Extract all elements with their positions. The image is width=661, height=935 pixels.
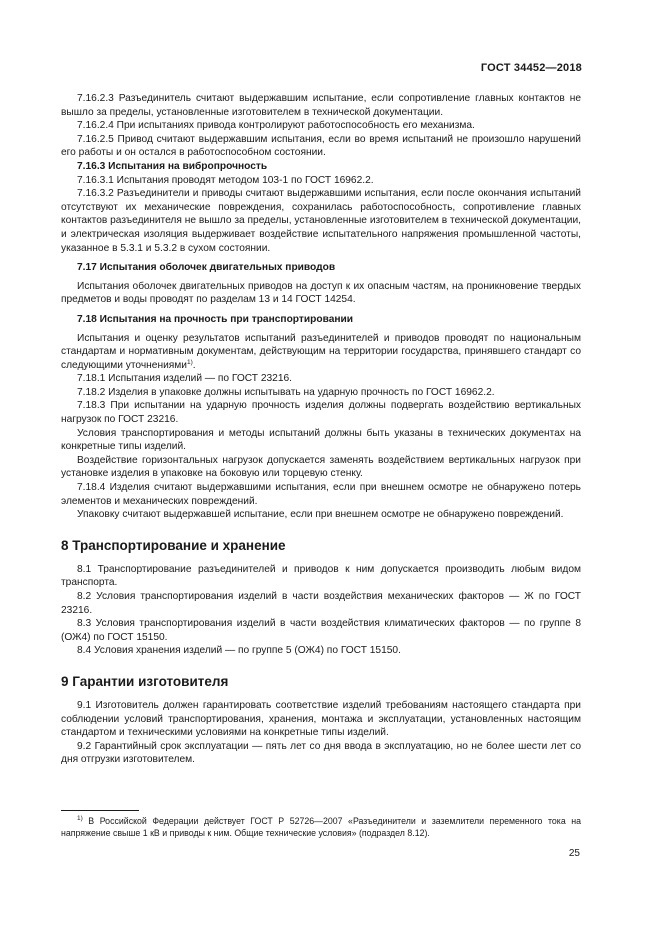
page-number: 25	[568, 848, 580, 859]
paragraph-8-2: 8.2 Условия транспортирования изделий в части воздействия механических факторов — Ж по ГОСТ 23216.	[61, 591, 581, 616]
section-heading-9: 9 Гарантии изготовителя	[61, 673, 229, 689]
document-header: ГОСТ 34452—2018	[480, 62, 582, 74]
paragraph-7-18-2: 7.18.2 Изделия в упаковке должны испытывать на ударную прочность по ГОСТ 16962.2.	[77, 386, 495, 398]
paragraph-8-4: 8.4 Условия хранения изделий — по группе 5 (ОЖ4) по ГОСТ 15150.	[77, 645, 401, 657]
paragraph-9-2: 9.2 Гарантийный срок эксплуатации — пять лет со дня ввода в эксплуатацию, но не более шести лет со дня отгрузки изготовителем.	[61, 740, 581, 766]
section-title-7-18: 7.18 Испытания на прочность при транспортировании	[77, 313, 354, 325]
paragraph-7-18-3-conditions: Условия транспортирования и методы испытаний должны быть указаны в технических документах на конкретные типы изделий.	[61, 427, 581, 453]
paragraph-7-18-3: 7.18.3 При испытании на ударную прочность изделия должны подвергать воздействию вертикальных нагрузок по ГОСТ 23216.	[61, 400, 581, 426]
paragraph-7-18-end: .	[192, 359, 196, 371]
paragraph-7-18-1: 7.18.1 Испытания изделий — по ГОСТ 23216.	[77, 373, 292, 385]
paragraph-7-18-text: Испытания и оценку результатов испытаний разъединителей и приводов проводят по национальным стандартам и нормативным документам, действующим на территории государства, принявшего стандарт со следующими уточнениями	[61, 332, 581, 371]
footnote-text	[61, 815, 581, 839]
paragraph-9-1: 9.1 Изготовитель должен гарантировать соответствие изделий требованиям настоящего стандарта при соблюдении условий транспортирования, хранения, монтажа и эксплуатации, установленных настоящим стандартом и техническими условиями на конкретные типы изделий.	[61, 699, 581, 739]
document-body	[61, 92, 581, 767]
footnote-separator	[61, 810, 139, 811]
paragraph-8-3: 8.3 Условия транспортирования изделий в части воздействия климатических факторов — по группе 8 (ОЖ4) по ГОСТ 15150.	[61, 618, 581, 643]
paragraph-7-16-2-5: 7.16.2.5 Привод считают выдержавшим испытания, если во время испытаний не произошло нарушений его работы и он остался в работоспособном состоянии.	[61, 133, 581, 159]
paragraph-7-16-3-1: 7.16.3.1 Испытания проводят методом 103-1 по ГОСТ 16962.2.	[77, 174, 374, 186]
section-heading-8: 8 Транспортирование и хранение	[61, 537, 286, 553]
paragraph-7-16-2-4: 7.16.2.4 При испытаниях привода контролируют работоспособность его механизма.	[77, 120, 475, 132]
paragraph-7-18	[61, 332, 581, 373]
paragraph-8-1: 8.1 Транспортирование разъединителей и приводов к ним допускается производить любым видом транспорта.	[61, 563, 581, 589]
footnote	[61, 815, 581, 839]
paragraph-7-16-3-2: 7.16.3.2 Разъединители и приводы считают выдержавшими испытания, если после окончания испытаний отсутствуют их механические повреждения, сохранилась работоспособность, сопротивление главных контактов разъединителя не вышло за пределы, установленные изготовителем в технической документации, и электрическая изоляция выдерживает воздействие испытательного напряжения промышленной частоты, указанное в 5.3.1 и 5.3.2 в сухом состоянии.	[61, 188, 581, 254]
subsection-title-7-16-3: 7.16.3 Испытания на вибропрочность	[77, 160, 268, 172]
section-title-7-17: 7.17 Испытания оболочек двигательных приводов	[77, 262, 336, 274]
footnote-body: В Российской Федерации действует ГОСТ Р 52726—2007 «Разъединители и заземлители переменного тока на напряжение свыше 1 кВ и приводы к ним. Общие технические условия» (подраздел 8.12).	[61, 816, 581, 839]
paragraph-7-17: Испытания оболочек двигательных приводов на доступ к их опасным частям, на проникновение твердых предметов и воды проводят по разделам 13 и 14 ГОСТ 14254.	[61, 280, 581, 306]
paragraph-7-18-4-packaging: Упаковку считают выдержавшей испытание, если при внешнем осмотре не обнаружено повреждений.	[77, 509, 564, 521]
footnote-reference[interactable]: 1)	[186, 358, 193, 366]
paragraph-7-18-4: 7.18.4 Изделия считают выдержавшими испытания, если при внешнем осмотре не обнаружено потерь элементов и механических повреждений.	[61, 482, 581, 507]
paragraph-7-16-2-3: 7.16.2.3 Разъединитель считают выдержавшим испытание, если сопротивление главных контактов не вышло за пределы, установленные изготовителем в технической документации.	[61, 93, 581, 118]
footnote-mark: 1)	[77, 815, 83, 822]
paragraph-7-18-3-loads: Воздействие горизонтальных нагрузок допускается заменять воздействием вертикальных нагрузок при установке изделия в упаковке на боковую или торцевую стенку.	[61, 454, 581, 480]
